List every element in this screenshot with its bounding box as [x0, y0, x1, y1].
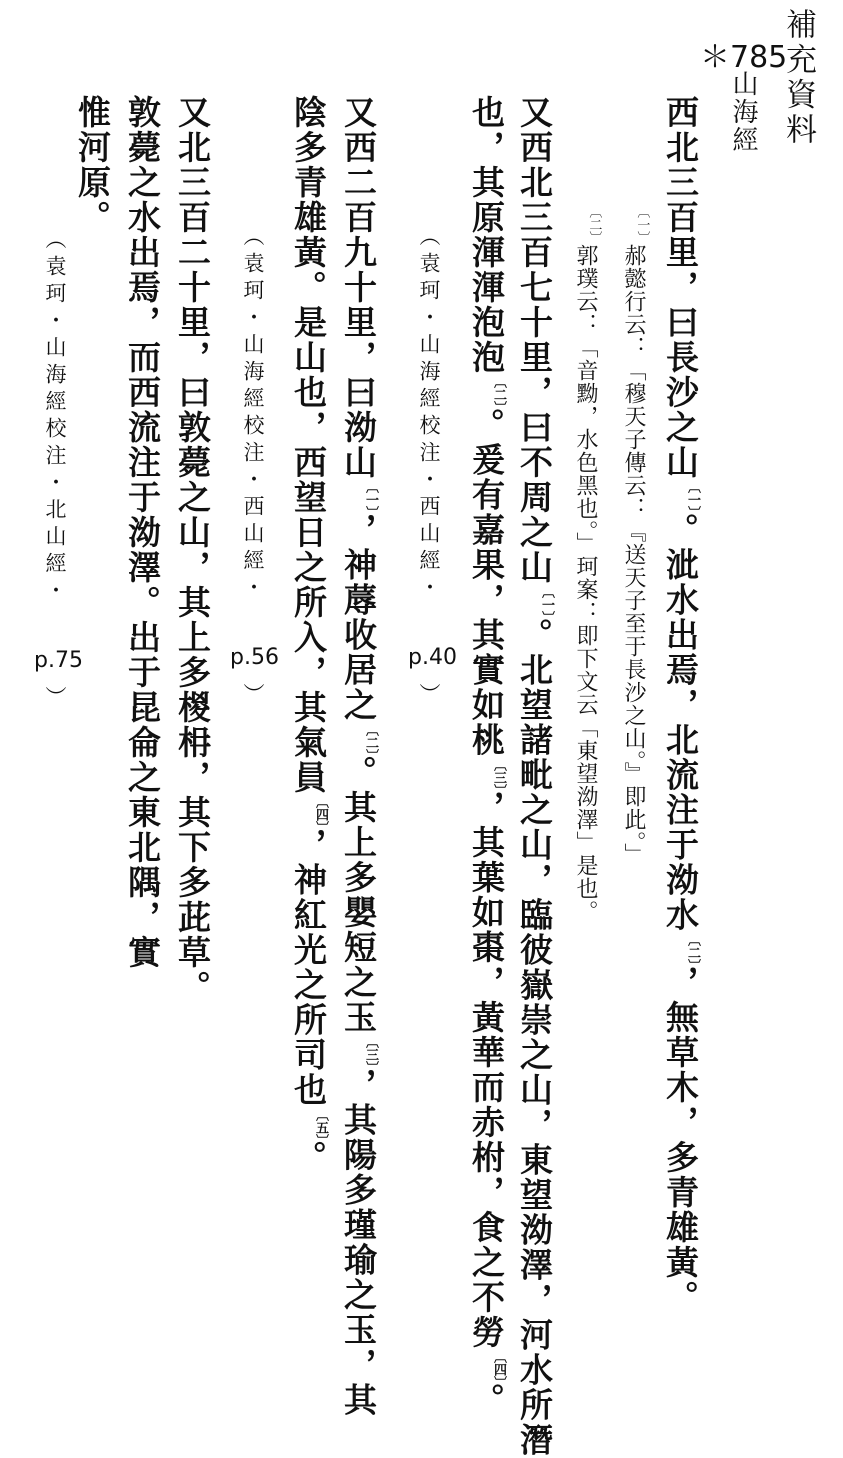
entry1-note2 — [574, 205, 600, 923]
supplement-title: 補充資料 — [780, 8, 816, 148]
entry4-column3 — [73, 95, 112, 235]
entry3-citation — [242, 225, 263, 603]
note-marker: 〔一〕 — [634, 205, 650, 244]
note2-text: 郭璞云：「音黝，水色黑也。」珂案：即下文云「東望泑澤」是也。 — [573, 244, 598, 923]
entry2-column1 — [515, 95, 554, 1458]
entry3-text-a: 又西二百九十里，曰泑山 — [339, 95, 378, 480]
entry2-text-b: 。北望諸毗之山，臨彼嶽崇之山，東望泑澤，河水所潛 — [515, 617, 554, 1458]
entry1-text-c: ，無草木，多青雄黃。 — [661, 965, 700, 1315]
entry2-text-f: 。 — [467, 1382, 506, 1418]
entry1-text-b: 。泚水出焉，北流注于泑水 — [661, 512, 700, 933]
entry2-citation — [418, 225, 439, 603]
entry3-citation-close: ） — [241, 683, 265, 710]
entry1-note1 — [622, 205, 648, 866]
note-marker: 〔三〕 — [363, 1035, 378, 1068]
entry3-text-e: 陰多青雄黃。是山也，西望日之所入，其氣員 — [289, 95, 328, 795]
note-marker: 〔一〕 — [685, 480, 700, 513]
note-marker: 〔二〕 — [685, 932, 700, 965]
citation-text: （袁珂・山海經校注・西山經・ — [417, 225, 441, 603]
entry3-text-f: ，神紅光之所司也 — [289, 827, 328, 1108]
entry4-text-b: 敦薨之水出焉，而西流注于泑澤。出于昆侖之東北隅，實 — [123, 95, 162, 970]
note1-text: 郝懿行云：「穆天子傳云：『送天子至于長沙之山。』即此。」 — [621, 244, 646, 866]
entry3-column2 — [289, 95, 328, 1175]
note-marker: 〔五〕 — [313, 1107, 328, 1140]
entry2-text-e: ，其葉如棗，黃華而赤柎，食之不勞 — [467, 790, 506, 1350]
entry2-text-d: 。爰有嘉果，其實如桃 — [467, 407, 506, 758]
note-marker: 〔三〕 — [491, 757, 506, 790]
note-marker: 〔二〕 — [363, 722, 378, 755]
entry1-main-column — [661, 95, 700, 1315]
entry2-page-ref: p.40 — [408, 645, 457, 670]
entry4-text-a: 又北三百二十里，曰敦薨之山，其上多椶枏，其下多茈草。 — [173, 95, 212, 1005]
item-number: ＊785 — [700, 40, 788, 75]
entry3-page-ref: p.56 — [230, 645, 279, 670]
citation-text: （袁珂・山海經校注・北山經・ — [43, 228, 67, 606]
entry4-column2 — [123, 95, 162, 970]
book-title: 山海經 — [728, 70, 758, 154]
entry3-text-g: 。 — [289, 1140, 328, 1175]
note-marker: 〔一〕 — [363, 480, 378, 513]
note-marker: 〔二〕 — [491, 375, 506, 408]
entry3-column1 — [339, 95, 378, 1418]
entry4-text-c: 惟河原。 — [73, 95, 112, 235]
entry3-text-b: ，神蓐收居之 — [339, 512, 378, 723]
note-marker: 〔一〕 — [539, 585, 554, 618]
note-marker: 〔四〕 — [313, 795, 328, 828]
entry2-text-a: 又西北三百七十里，曰不周之山 — [515, 95, 554, 585]
entry3-text-d: ，其陽多瑾瑜之玉，其 — [339, 1067, 378, 1418]
entry4-column1 — [173, 95, 212, 1005]
entry2-column2 — [467, 95, 506, 1418]
citation-text: （袁珂・山海經校注・西山經・ — [241, 225, 265, 603]
note-marker: 〔四〕 — [491, 1350, 506, 1383]
entry4-citation — [44, 228, 65, 606]
entry2-text-c: 也，其原渾渾泡泡 — [467, 95, 506, 375]
note-marker: 〔二〕 — [586, 205, 602, 244]
entry3-text-c: 。其上多嬰短之玉 — [339, 755, 378, 1035]
entry2-citation-close: ） — [417, 683, 441, 710]
entry4-page-ref: p.75 — [34, 648, 83, 673]
entry4-citation-close: ） — [43, 686, 67, 713]
entry1-text-a: 西北三百里，曰長沙之山 — [661, 95, 700, 480]
